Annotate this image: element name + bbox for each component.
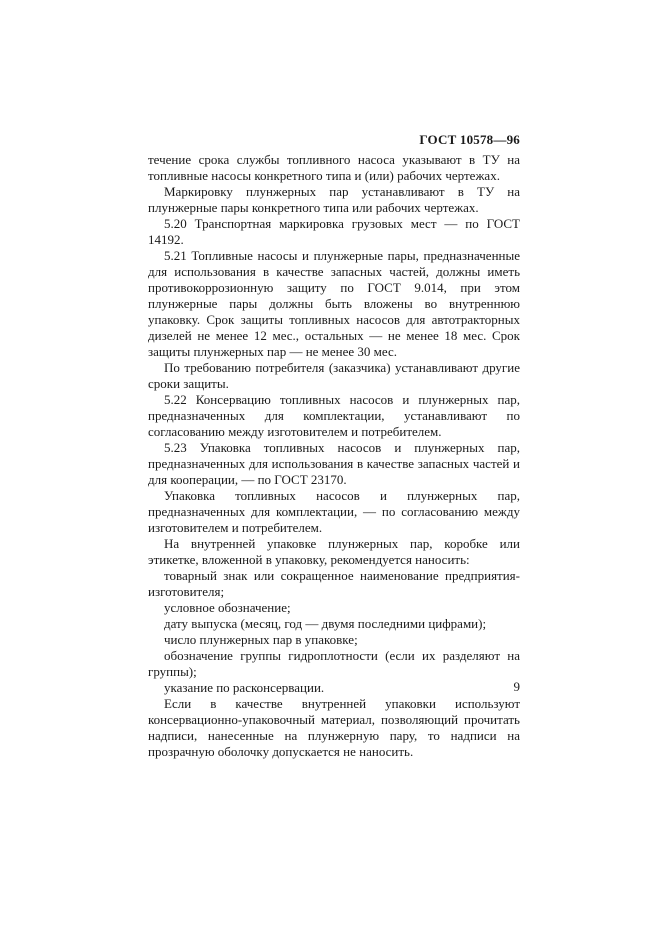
paragraph-7: 5.23 Упаковка топливных насосов и плунжерных пар, предназначенных для использования в качестве запасных частей и для кооперации, — по ГОСТ 23170.	[148, 440, 520, 487]
list-item-date: дату выпуска (месяц, год — двумя последними цифрами);	[164, 616, 487, 631]
list-item-preservation: указание по расконсервации.	[164, 680, 325, 695]
standard-header: ГОСТ 10578—96	[419, 132, 520, 147]
list-item-trademark: товарный знак или сокращенное наименование предприятия-изготовителя;	[148, 568, 520, 599]
list-item-designation: условное обозначение;	[164, 600, 291, 615]
list-item-count: число плунжерных пар в упаковке;	[164, 632, 358, 647]
list-item-group: обозначение группы гидроплотности (если их разделяют на группы);	[148, 648, 520, 679]
page-number: 9	[513, 679, 520, 694]
paragraph-3: 5.20 Транспортная маркировка грузовых мест — по ГОСТ 14192.	[148, 216, 520, 247]
paragraph-1: течение срока службы топливного насоса указывают в ТУ на топливные насосы конкретного типа и (или) рабочих чертежах.	[148, 152, 520, 183]
paragraph-6: 5.22 Консервацию топливных насосов и плунжерных пар, предназначенных для комплектации, устанавливают по согласованию между изготовителем и потребителем.	[148, 392, 520, 439]
paragraph-8: Упаковка топливных насосов и плунжерных пар, предназначенных для комплектации, — по согласованию между изготовителем и потребителем.	[148, 488, 520, 535]
paragraph-5: По требованию потребителя (заказчика) устанавливают другие сроки защиты.	[148, 360, 520, 391]
paragraph-4: 5.21 Топливные насосы и плунжерные пары, предназначенные для использования в качестве запасных частей, должны иметь противокоррозионную защиту по ГОСТ 9.014, при этом плунжерные пары должны быть вложены во внутреннюю упаковку. Срок защиты топливных насосов для автотракторных дизелей не менее 12 мес., остальных — не менее 18 мес. Срок защиты плунжерных пар — не менее 30 мес.	[148, 248, 520, 359]
paragraph-9: На внутренней упаковке плунжерных пар, коробке или этикетке, вложенной в упаковку, рекомендуется наносить:	[148, 536, 520, 567]
paragraph-2: Маркировку плунжерных пар устанавливают в ТУ на плунжерные пары конкретного типа или рабочих чертежах.	[148, 184, 520, 215]
body-text	[148, 152, 520, 760]
paragraph-final: Если в качестве внутренней упаковки используют консервационно-упаковочный материал, позволяющий прочитать надписи, нанесенные на плунжерную пару, то надписи на прозрачную оболочку допускается не наносить.	[148, 696, 520, 759]
